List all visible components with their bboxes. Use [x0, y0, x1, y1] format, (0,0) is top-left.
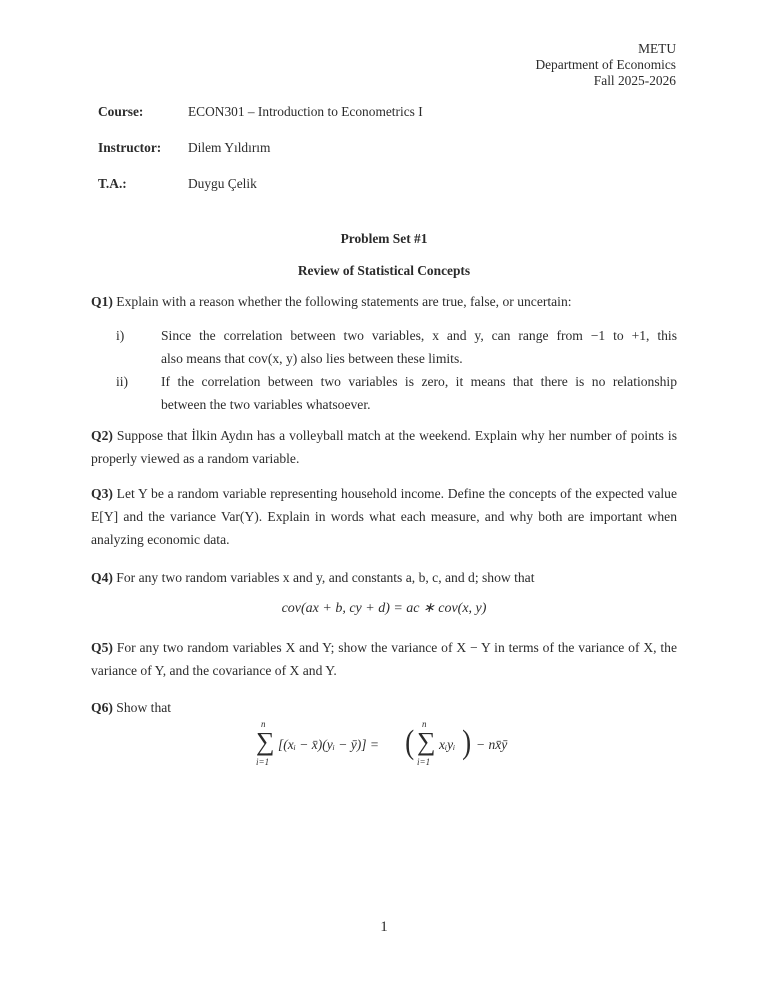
- sum-lower-limit: i=1: [417, 757, 431, 767]
- institution-name: METU: [638, 41, 676, 56]
- sum-lower-limit: i=1: [256, 757, 270, 767]
- question-1-text: Explain with a reason whether the following statements are true, false, or uncertain:: [112, 294, 572, 309]
- question-6: [91, 696, 677, 719]
- instructor-value: Dilem Yıldırım: [188, 140, 271, 155]
- course-label: Course:: [98, 104, 144, 119]
- right-paren: ): [462, 724, 472, 761]
- question-3: [91, 482, 677, 551]
- question-4-label: Q4): [91, 570, 113, 585]
- summation-symbol: ∑: [256, 727, 275, 756]
- question-2-text: Suppose that İlkin Aydın has a volleyball match at the weekend. Explain why her number of points is properly viewed as a random variable.: [91, 428, 677, 466]
- question-5-label: Q5): [91, 640, 113, 655]
- question-5: [91, 636, 677, 682]
- academic-term: Fall 2025-2026: [593, 73, 676, 88]
- ta-value: Duygu Çelik: [188, 176, 257, 191]
- problem-set-title: Problem Set #1: [340, 231, 428, 246]
- question-5-text: For any two random variables X and Y; show the variance of X − Y in terms of the variance of X, the variance of Y, and the covariance of X and Y.: [91, 640, 677, 678]
- instructor-row: [98, 140, 270, 156]
- statement-number: ii): [116, 374, 129, 389]
- document-header: [535, 41, 676, 89]
- question-2-label: Q2): [91, 428, 113, 443]
- question-3-text: Let Y be a random variable representing household income. Define the concepts of the expected value E[Y] and the variance Var(Y). Explain in words what each measure, and why both are important when analyzing economic data.: [91, 486, 677, 547]
- left-paren: (: [405, 724, 415, 761]
- question-6-text: Show that: [112, 700, 172, 715]
- department-name: Department of Economics: [535, 57, 676, 72]
- question-4: [91, 566, 677, 589]
- question-3-label: Q3): [91, 486, 113, 501]
- statement-text: If the correlation between two variables is zero, it means that there is no relationship between the two variables whatsoever.: [161, 374, 677, 412]
- ta-row: [98, 176, 257, 192]
- equation-rhs-inner: xᵢyᵢ: [439, 737, 456, 752]
- q6-equation: [256, 719, 536, 772]
- sum-upper-limit: n: [261, 719, 266, 729]
- equation-lhs: [(xᵢ − x̄)(yᵢ − ȳ)] =: [278, 737, 379, 752]
- summation-symbol: ∑: [417, 727, 436, 756]
- statement-text: Since the correlation between two variables, x and y, can range from −1 to +1, this also means that cov(x, y) also lies between these limits.: [161, 328, 677, 366]
- page-number: 1: [380, 919, 388, 935]
- q4-equation: cov(ax + b, cy + d) = ac ∗ cov(x, y): [281, 601, 487, 616]
- course-row: [98, 104, 423, 120]
- statement-number: i): [116, 328, 125, 343]
- instructor-label: Instructor:: [98, 140, 162, 155]
- question-1: [91, 290, 677, 313]
- ta-label: T.A.:: [98, 176, 127, 191]
- question-2: [91, 424, 677, 470]
- question-4-text: For any two random variables x and y, and constants a, b, c, and d; show that: [112, 570, 535, 585]
- problem-set-subtitle: Review of Statistical Concepts: [297, 263, 471, 278]
- sum-upper-limit: n: [422, 719, 427, 729]
- question-6-label: Q6): [91, 700, 113, 715]
- course-value: ECON301 – Introduction to Econometrics I: [188, 104, 423, 119]
- equation-rhs-tail: − nx̄ȳ: [476, 737, 508, 752]
- question-1-label: Q1): [91, 294, 113, 309]
